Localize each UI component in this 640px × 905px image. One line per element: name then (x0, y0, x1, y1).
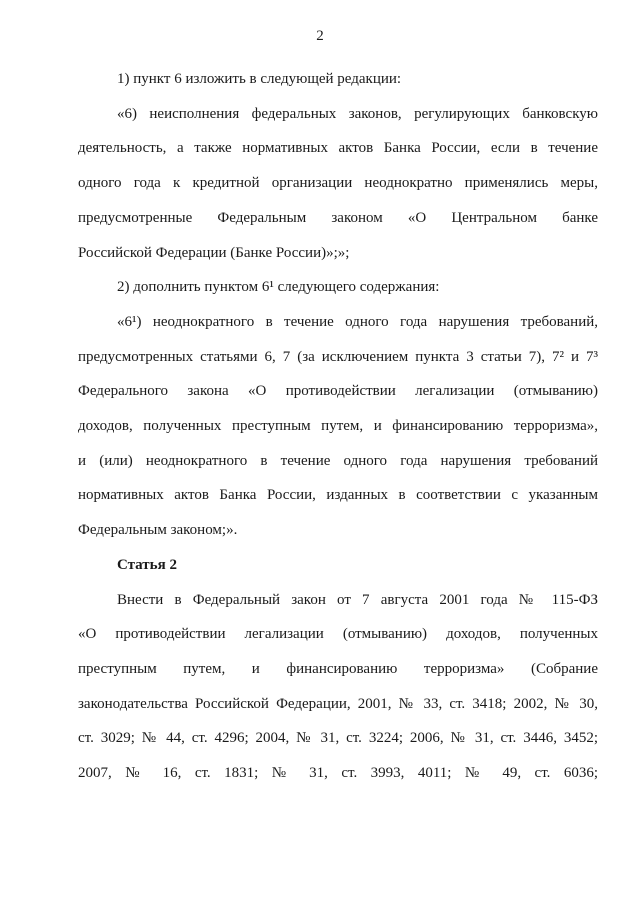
article-heading: Статья 2 (117, 556, 177, 573)
paragraph-article-2-body (78, 583, 598, 791)
document-line: «6) неисполнения федеральных законов, регулирующих банковскую (117, 105, 598, 122)
document-line: 2007, № 16, ст. 1831; № 31, ст. 3993, 4011; № 49, ст. 6036; (78, 765, 598, 782)
paragraph-amendment-item-1 (78, 62, 598, 97)
document-line: законодательства Российской Федерации, 2001, № 33, ст. 3418; 2002, № 30, (78, 695, 598, 712)
document-line: нормативных актов Банка России, изданных в соответствии с указанным (78, 487, 598, 504)
document-line: 1) пункт 6 изложить в следующей редакции: (117, 71, 402, 87)
document-line: «6¹) неоднократного в течение одного года нарушения требований, (117, 313, 598, 330)
page-number: 2 (316, 28, 324, 44)
document-line: одного года к кредитной организации неоднократно применялись меры, (78, 175, 598, 192)
paragraph-clause-6-1 (78, 305, 598, 548)
document-line: «О противодействии легализации (отмыванию) доходов, полученных (78, 626, 598, 643)
document-line: Российской Федерации (Банке России)»;»; (78, 244, 350, 261)
document-line: деятельность, а также нормативных актов Банка России, если в течение (78, 140, 598, 157)
document-line: и (или) неоднократного в течение одного года нарушения требований (78, 452, 598, 469)
paragraph-clause-6 (78, 97, 598, 271)
document-line: Внести в Федеральный закон от 7 августа 2001 года № 115-ФЗ (117, 591, 598, 608)
document-line: предусмотренные Федеральным законом «О Центральном банке (78, 209, 598, 226)
document-line: доходов, полученных преступным путем, и финансированию терроризма», (78, 418, 598, 435)
document-line: Федеральным законом;». (78, 522, 238, 539)
document-line: 2) дополнить пунктом 6¹ следующего содержания: (117, 279, 440, 296)
document-body (78, 62, 598, 791)
paragraph-amendment-item-2 (78, 270, 598, 305)
document-line: ст. 3029; № 44, ст. 4296; 2004, № 31, ст. 3224; 2006, № 31, ст. 3446, 3452; (78, 730, 598, 747)
document-line: Федерального закона «О противодействии легализации (отмыванию) (78, 383, 598, 400)
paragraph-article-2-heading (78, 548, 598, 583)
document-line: предусмотренных статьями 6, 7 (за исключением пункта 3 статьи 7), 7² и 7³ (78, 348, 598, 365)
document-line: преступным путем, и финансированию терроризма» (Собрание (78, 660, 598, 677)
